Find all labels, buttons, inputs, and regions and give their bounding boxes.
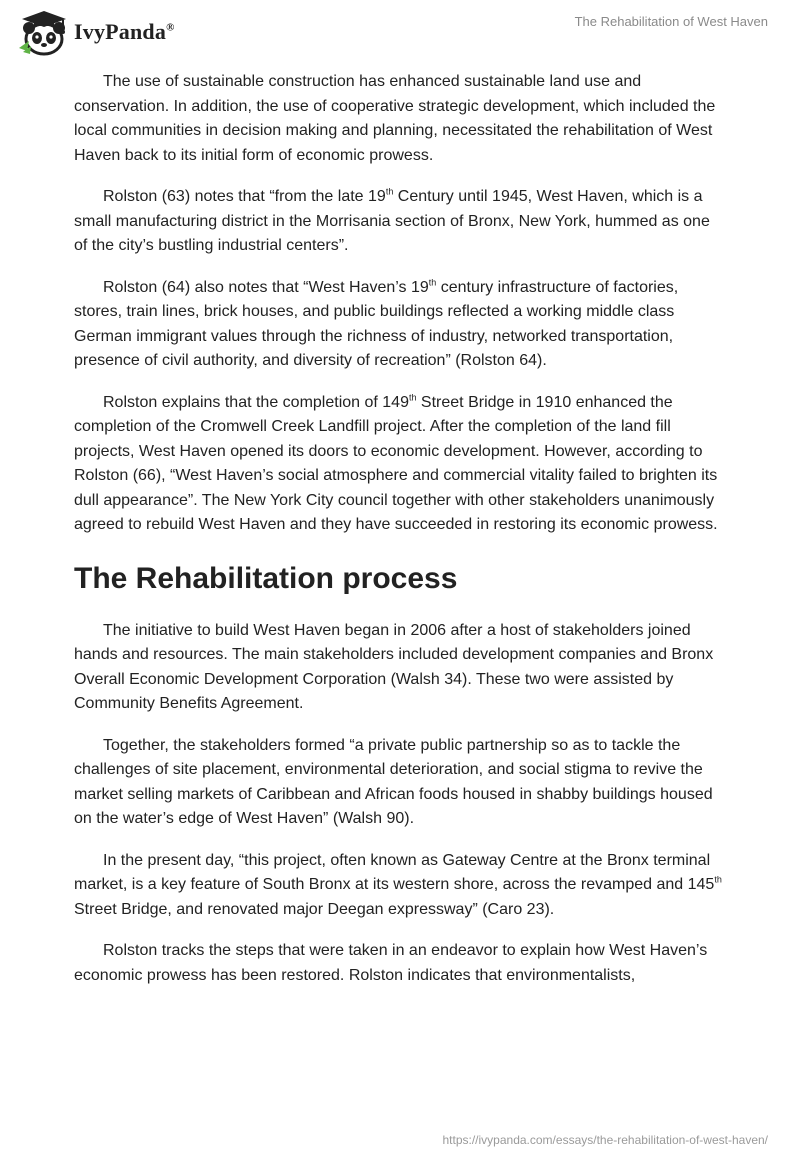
p2-superscript: th: [385, 186, 394, 197]
p4-superscript: th: [408, 392, 417, 403]
p2-text-b: Century until 1945, West Haven, which is a small manufacturing district in the Morrisania section of Bronx, New York, hummed as one of the city’s bustling industrial centers”.: [74, 188, 710, 254]
paragraph-6: Together, the stakeholders formed “a private public partnership so as to tackle the challenges of site placement, environmental deterioration, and social stigma to revive the market selling markets of Caribbean and African foods housed in shabby buildings housed on the water’s edge of West Haven” (Walsh 90).: [74, 736, 713, 827]
registered-mark: ®: [166, 21, 175, 34]
essay-body: [74, 70, 726, 1005]
p2-text-a: Rolston (63) notes that “from the late 19: [103, 188, 386, 205]
paragraph-5: The initiative to build West Haven began in 2006 after a host of stakeholders joined hands and resources. The main stakeholders included development companies and Bronx Overall Economic Development Corporation (Walsh 34). These two were assisted by Community Benefits Agreement.: [74, 621, 714, 712]
p7-text-b: Street Bridge, and renovated major Deegan expressway” (Caro 23).: [74, 900, 555, 918]
paragraph-1: The use of sustainable construction has enhanced sustainable land use and conservation. In addition, the use of cooperative strategic development, which included the local communities in decision making and planning, necessitated the rehabilitation of West Haven back to its initial form of economic prowess.: [74, 73, 716, 164]
page-header: [0, 0, 800, 60]
section-heading: The Rehabilitation process: [74, 561, 458, 595]
paragraph-3: [74, 276, 726, 374]
paragraph-8: Rolston tracks the steps that were taken in an endeavor to explain how West Haven’s economic prowess has been restored. Rolston indicates that environmentalists,: [74, 942, 708, 984]
panda-mascot-icon: [14, 8, 70, 56]
p7-superscript: th: [714, 874, 722, 885]
source-url-link[interactable]: https://ivypanda.com/essays/the-rehabilitation-of-west-haven/: [442, 1133, 768, 1147]
paragraph-2: [74, 185, 726, 259]
p3-text-b: century infrastructure of factories, stores, train lines, brick houses, and public buildings reflected a working middle class German immigrant values through the richness of industry, networked transportation, presence of civil authority, and diversity of recreation” (Rolston 64).: [74, 278, 679, 369]
brand-text: IvyPanda: [74, 19, 167, 44]
paragraph-7: [74, 849, 726, 923]
p3-text-a: Rolston (64) also notes that “West Haven’s 19: [103, 278, 429, 296]
p4-text-a: Rolston explains that the completion of 149: [103, 393, 409, 411]
paragraph-4: [74, 391, 726, 538]
brand-name: [74, 19, 175, 45]
p4-text-b: Street Bridge in 1910 enhanced the completion of the Cromwell Creek Landfill project. After the completion of the land fill projects, West Haven opened its doors to economic development. However, according to Rolston (66), “West Haven’s social atmosphere and commercial vitality failed to brighten its dull appearance”. The New York City council together with other stakeholders unanimously agreed to rebuild West Haven and they have succeeded in restoring its economic prowess.: [74, 393, 718, 533]
p7-text-a: In the present day, “this project, often known as Gateway Centre at the Bronx terminal market, is a key feature of South Bronx at its western shore, across the revamped and 145: [74, 851, 715, 893]
ivypanda-logo[interactable]: [14, 8, 175, 56]
p3-superscript: th: [428, 277, 437, 288]
document-title: The Rehabilitation of West Haven: [574, 14, 768, 29]
